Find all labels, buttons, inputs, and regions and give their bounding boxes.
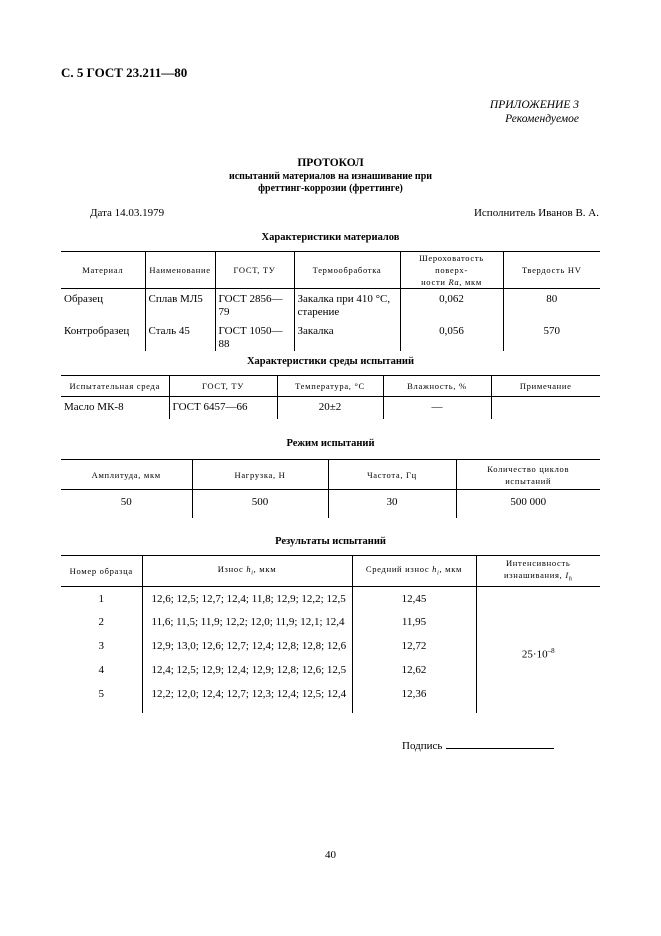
results-table	[61, 555, 600, 713]
cell: 0,056	[400, 325, 503, 351]
mode-header-row	[61, 460, 600, 490]
intensity-value: $25\cdot 10^{-8}$	[476, 587, 600, 713]
protocol-date: Дата 14.03.1979	[90, 207, 165, 219]
col-material: Материал	[61, 252, 145, 289]
table-row	[61, 490, 600, 518]
cell: 12,9; 13,0; 12,6; 12,7; 12,4; 12,8; 12,8; 12,6	[142, 635, 352, 659]
col-test-medium: Испытательная среда	[61, 376, 169, 397]
environment-table	[61, 375, 600, 419]
signature-line	[446, 739, 554, 749]
cell: Сталь 45	[145, 325, 215, 351]
cell: Контробразец	[64, 324, 130, 337]
appendix-title: ПРИЛОЖЕНИЕ 3	[489, 99, 579, 111]
col-sample-number: Номер образца	[61, 556, 142, 587]
cell: 11,6; 11,5; 11,9; 12,2; 12,0; 11,9; 12,1; 12,4	[142, 611, 352, 635]
cell: Закалка	[294, 325, 400, 351]
col-gost: ГОСТ, ТУ	[215, 252, 294, 289]
materials-header-row	[61, 252, 600, 289]
mode-table	[61, 459, 600, 518]
cell: 3	[98, 639, 104, 652]
cell: 11,95	[352, 611, 476, 635]
col-amplitude: Амплитуда, мкм	[61, 460, 192, 490]
environment-section-title: Характеристики среды испытаний	[246, 356, 415, 367]
cell: Масло МК-8	[64, 401, 124, 413]
col-name: Наименование	[145, 252, 215, 289]
col-heat-treatment: Термообработка	[294, 252, 400, 289]
col-frequency: Частота, Гц	[328, 460, 456, 490]
materials-table	[61, 251, 600, 351]
cell: Закалка при 410 °С, старение	[294, 289, 400, 325]
mode-section-title: Режим испытаний	[286, 438, 375, 449]
cell: 12,62	[352, 659, 476, 683]
protocol-title: ПРОТОКОЛ	[297, 157, 364, 169]
table-row	[61, 325, 600, 351]
cell: 12,72	[352, 635, 476, 659]
col-roughness: Шероховатость поверх- ности Ra, мкм	[400, 252, 503, 289]
cell: 12,45	[352, 587, 476, 611]
table-row	[61, 289, 600, 325]
col-hardness: Твердость HV	[503, 252, 600, 289]
col-gost: ГОСТ, ТУ	[169, 376, 277, 397]
protocol-subtitle-1: испытаний материалов на изнашивание при	[228, 171, 433, 182]
cell: 500	[192, 490, 328, 518]
cell: —	[383, 397, 491, 419]
cell	[491, 397, 600, 419]
cell: 12,36	[352, 683, 476, 713]
cell: 12,6; 12,5; 12,7; 12,4; 11,8; 12,9; 12,2; 12,5	[142, 587, 352, 611]
col-load: Нагрузка, Н	[192, 460, 328, 490]
environment-header-row	[61, 376, 600, 397]
cell: 12,2; 12,0; 12,4; 12,7; 12,3; 12,4; 12,5; 12,4	[142, 683, 352, 713]
cell: Образец	[64, 293, 104, 305]
col-wear: Износ $h_i$, мкм	[142, 556, 352, 587]
col-intensity: Интенсивность изнашивания, $I_h$	[476, 556, 600, 587]
cell: ГОСТ 1050—88	[215, 325, 294, 351]
col-note: Примечание	[491, 376, 600, 397]
results-section-title: Результаты испытаний	[275, 536, 386, 547]
col-avg-wear: Средний износ $h_i$, мкм	[352, 556, 476, 587]
appendix-subtitle: Рекомендуемое	[505, 113, 579, 125]
cell: 570	[503, 325, 600, 351]
cell: Сплав МЛ5	[145, 289, 215, 325]
col-temperature: Температура, °С	[277, 376, 383, 397]
cell: 0,062	[400, 289, 503, 325]
page-number: 40	[325, 849, 336, 861]
cell: 5	[98, 687, 104, 700]
cell: 30	[328, 490, 456, 518]
signature-field: Подпись	[402, 739, 554, 752]
table-row	[61, 397, 600, 419]
col-humidity: Влажность, %	[383, 376, 491, 397]
appendix-label	[490, 98, 579, 126]
protocol-executor: Исполнитель Иванов В. А.	[473, 207, 599, 219]
cell: ГОСТ 2856—79	[215, 289, 294, 325]
cell: 50	[120, 496, 132, 508]
cell: 1	[98, 593, 104, 605]
cell: 4	[98, 663, 104, 676]
protocol-subtitle-2: фреттинг-коррозии (фреттинге)	[258, 183, 403, 194]
page-header: С. 5 ГОСТ 23.211—80	[61, 65, 188, 80]
materials-section-title: Характеристики материалов	[261, 232, 400, 243]
cell: ГОСТ 6457—66	[169, 397, 277, 419]
table-row	[61, 587, 600, 611]
cell: 12,4; 12,5; 12,9; 12,4; 12,9; 12,8; 12,6; 12,5	[142, 659, 352, 683]
results-header-row	[61, 556, 600, 587]
cell: 2	[98, 615, 104, 628]
col-cycles: Количество циклов испытаний	[456, 460, 600, 490]
cell: 500 000	[456, 490, 600, 518]
cell: 20±2	[277, 397, 383, 419]
cell: 80	[503, 289, 600, 325]
